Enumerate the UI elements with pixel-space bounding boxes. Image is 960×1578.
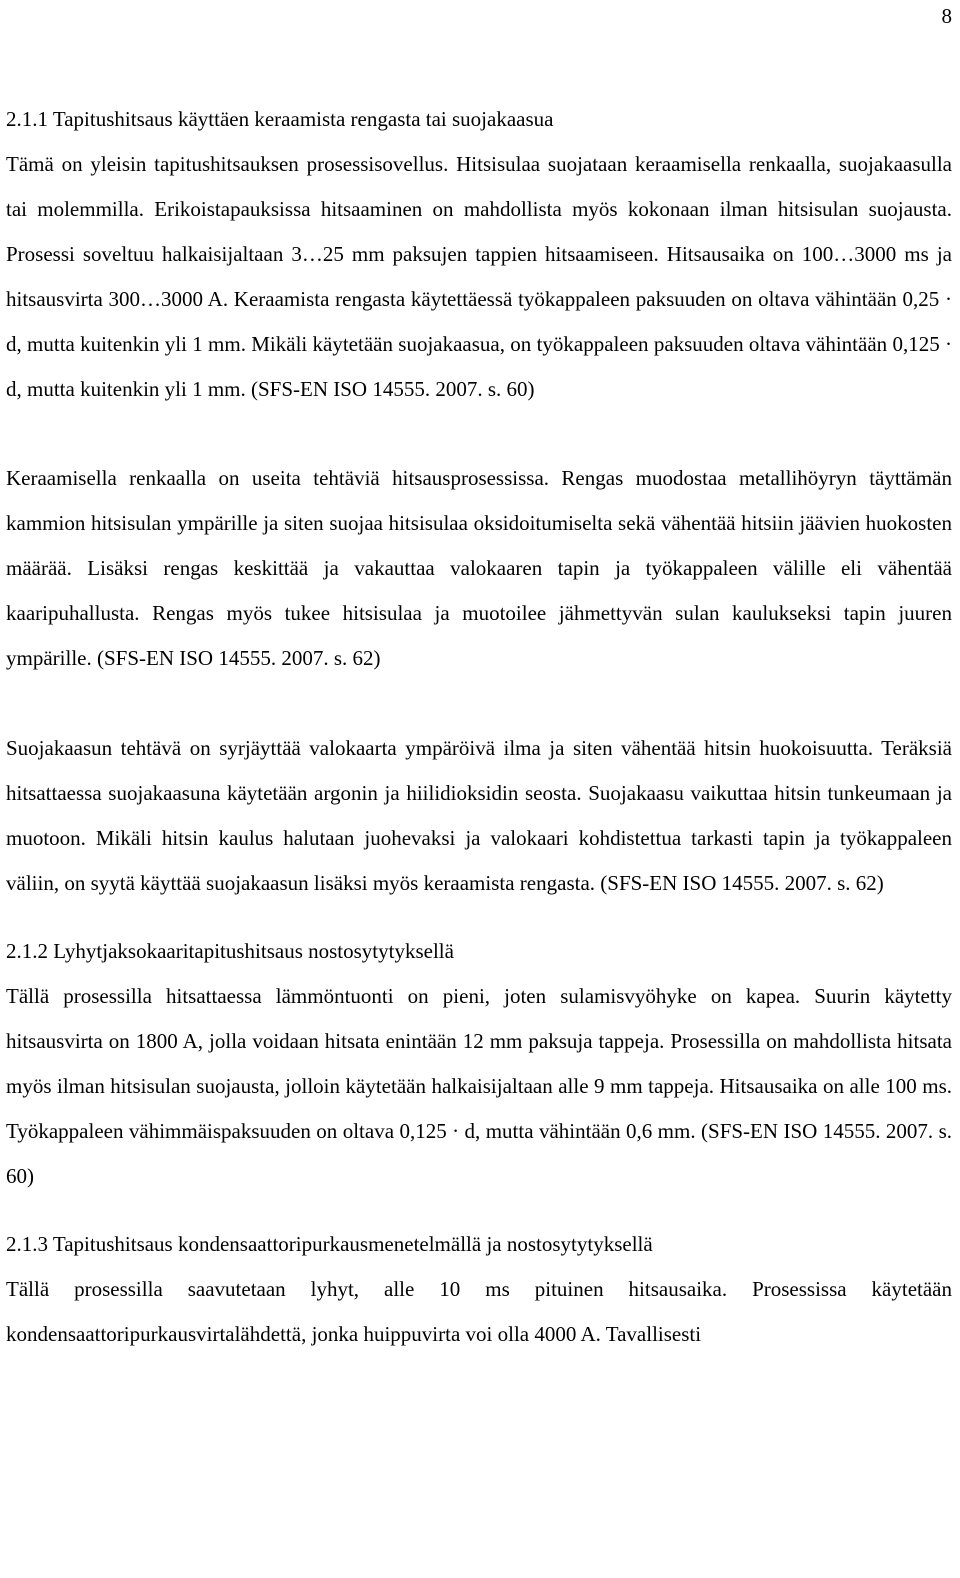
paragraph: Keraamisella renkaalla on useita tehtäviä hitsausprosessissa. Rengas muodostaa metallihöyryn täyttämän kammion hitsisulan ympärille ja siten suojaa hitsisulaa oksidoitumiselta sekä vähentää hitsiin jäävien huokosten määrää. Lisäksi rengas keskittää ja vakauttaa valokaaren tapin ja työkappaleen välille eli vähentää kaaripuhallusta. Rengas myös tukee hitsisulaa ja muotoilee jähmettyvän sulan kaulukseksi tapin juuren ympärille. (SFS-EN ISO 14555. 2007. s. 62): [6, 466, 952, 670]
section-heading-2-1-1: 2.1.1 Tapitushitsaus käyttäen keraamista rengasta tai suojakaasua: [6, 107, 554, 131]
section-heading-2-1-3: 2.1.3 Tapitushitsaus kondensaattoripurkausmenetelmällä ja nostosytytyksellä: [6, 1232, 653, 1256]
paragraph: Suojakaasun tehtävä on syrjäyttää valokaarta ympäröivä ilma ja siten vähentää hitsin huokoisuutta. Teräksiä hitsattaessa suojakaasuna käytetään argonin ja hiilidioksidin seosta. Suojakaasu vaikuttaa hitsin tunkeumaan ja muotoon. Mikäli hitsin kaulus halutaan juohevaksi ja valokaari kohdistettua tarkasti tapin ja työkappaleen väliin, on syytä käyttää suojakaasun lisäksi myös keraamista rengasta. (SFS-EN ISO 14555. 2007. s. 62): [6, 736, 952, 895]
section-heading-2-1-2: 2.1.2 Lyhytjaksokaaritapitushitsaus nostosytytyksellä: [6, 939, 454, 963]
paragraph: Tämä on yleisin tapitushitsauksen prosessisovellus. Hitsisulaa suojataan keraamisella renkaalla, suojakaasulla tai molemmilla. Erikoistapauksissa hitsaaminen on mahdollista myös kokonaan ilman hitsisulan suojausta. Prosessi soveltuu halkaisijaltaan 3…25 mm paksujen tappien hitsaamiseen. Hitsausaika on 100…3000 ms ja hitsausvirta 300…3000 A. Keraamista rengasta käytettäessä työkappaleen paksuuden on oltava vähintään 0,25 · d, mutta kuitenkin yli 1 mm. Mikäli käytetään suojakaasua, on työkappaleen paksuuden oltava vähintään 0,125 · d, mutta kuitenkin yli 1 mm. (SFS-EN ISO 14555. 2007. s. 60): [6, 152, 952, 401]
paragraph: Tällä prosessilla hitsattaessa lämmöntuonti on pieni, joten sulamisvyöhyke on kapea. Suurin käytetty hitsausvirta on 1800 A, jolla voidaan hitsata enintään 12 mm paksuja tappeja. Prosessilla on mahdollista hitsata myös ilman hitsisulan suojausta, jolloin käytetään halkaisijaltaan alle 9 mm tappeja. Hitsausaika on alle 100 ms. Työkappaleen vähimmäispaksuuden on oltava 0,125 · d, mutta vähintään 0,6 mm. (SFS-EN ISO 14555. 2007. s. 60): [6, 984, 952, 1188]
page-number: 8: [941, 4, 952, 28]
document-body: [6, 97, 952, 1357]
paragraph: Tällä prosessilla saavutetaan lyhyt, alle 10 ms pituinen hitsausaika. Prosessissa käytetään kondensaattoripurkausvirtalähdettä, jonka huippuvirta voi olla 4000 A. Tavallisesti: [6, 1277, 952, 1346]
